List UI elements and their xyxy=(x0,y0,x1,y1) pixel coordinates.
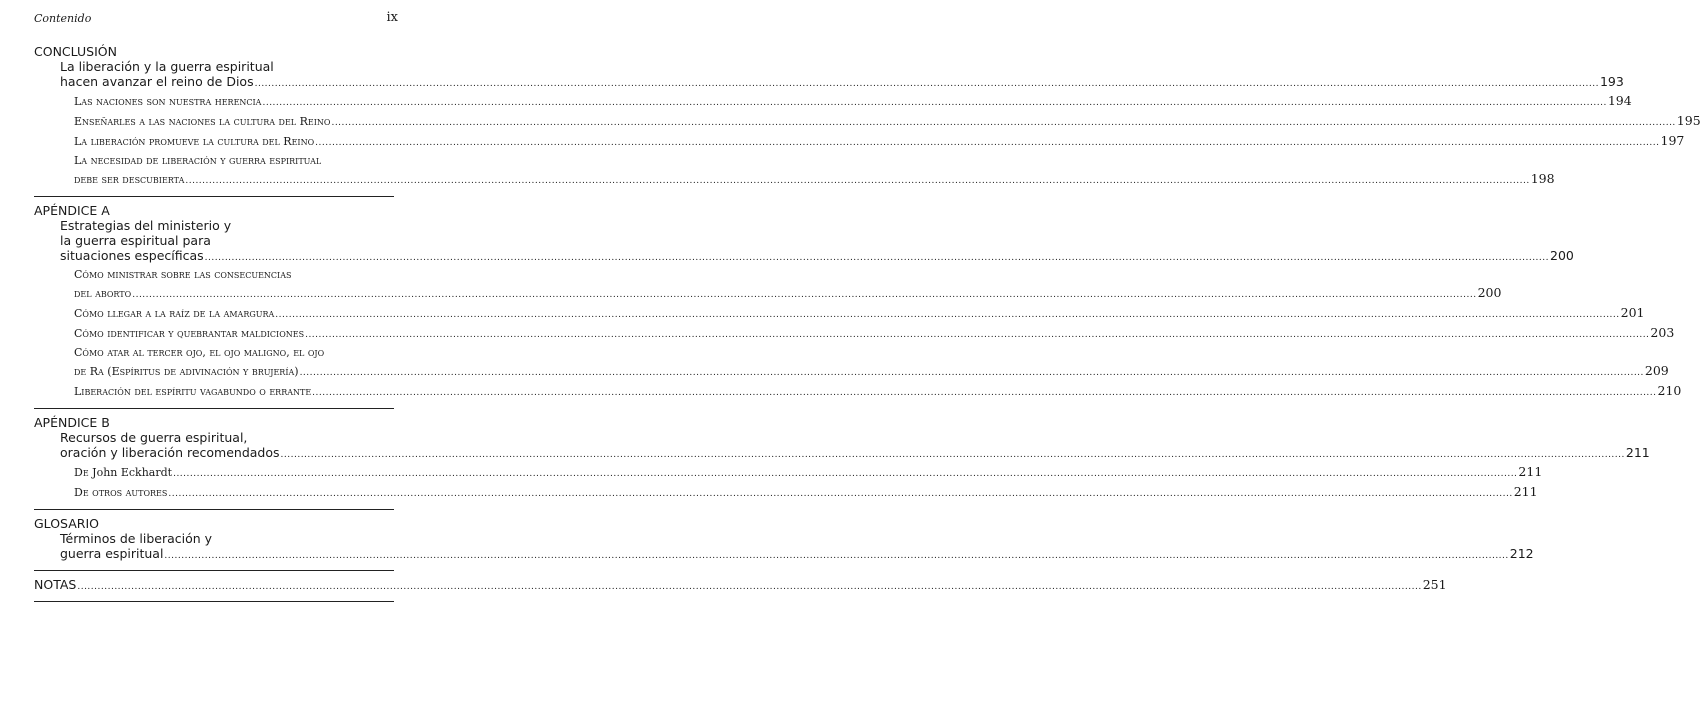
entry-page: 203 xyxy=(1650,325,1675,340)
dot-leader: ................................................................................................................................................................................................................................................................................................................................................................................................................ xyxy=(204,253,1549,263)
dot-leader: ................................................................................................................................................................................................................................................................................................................................................................................................................ xyxy=(275,310,1620,320)
running-header-title: Contenido xyxy=(34,12,92,25)
dot-leader: ................................................................................................................................................................................................................................................................................................................................................................................................................ xyxy=(254,79,1599,89)
entry-page: 211 xyxy=(1513,484,1538,499)
entry-title: De John Eckhardt xyxy=(74,466,173,479)
entry-title: oración y liberación recomendados xyxy=(60,445,280,460)
entry-page: 212 xyxy=(1509,546,1534,561)
entry-title: Cómo identificar y quebrantar maldiciones xyxy=(74,327,305,340)
section-title: GLOSARIO xyxy=(34,516,99,531)
subtitle-line: Términos de liberación y xyxy=(60,531,213,546)
subentry-row[interactable] xyxy=(74,483,1538,503)
divider-rule xyxy=(34,601,394,602)
entry-page: 194 xyxy=(1607,93,1632,108)
author-name: John Eckhardt xyxy=(92,466,173,479)
dot-leader: ................................................................................................................................................................................................................................................................................................................................................................................................................ xyxy=(173,469,1518,479)
entry-title: Cómo llegar a la raíz de la amargura xyxy=(74,307,275,320)
subentry-row[interactable] xyxy=(74,132,1685,152)
toc-subentry xyxy=(34,463,1543,483)
entry-page: 211 xyxy=(1625,445,1650,460)
toc-subentry xyxy=(34,304,1645,324)
entry-page: 197 xyxy=(1660,133,1685,148)
entry-title: hacen avanzar el reino de Dios xyxy=(60,74,254,89)
subentry-line: Cómo atar al tercer ojo, el ojo maligno, el ojo xyxy=(74,346,325,359)
section-entry-row[interactable] xyxy=(60,248,1574,266)
entry-title: Liberación del espíritu vagabundo o errante xyxy=(74,385,312,398)
dot-leader: ................................................................................................................................................................................................................................................................................................................................................................................................................ xyxy=(262,98,1607,108)
subentry-row[interactable] xyxy=(74,170,1555,190)
subentry-row[interactable] xyxy=(74,382,1682,402)
dot-leader: ................................................................................................................................................................................................................................................................................................................................................................................................................ xyxy=(280,450,1625,460)
subentry-row[interactable] xyxy=(74,463,1543,483)
entry-page: 251 xyxy=(1422,577,1447,592)
toc-subentry xyxy=(34,266,1502,304)
section-title: APÉNDICE B xyxy=(34,415,110,430)
section-entry-row[interactable] xyxy=(60,445,1650,463)
page-number: ix xyxy=(386,10,398,25)
section-subtitle xyxy=(34,59,1624,92)
toc-subentry xyxy=(34,382,1682,402)
subentry-row[interactable] xyxy=(74,324,1675,344)
toc-subentry xyxy=(34,344,1669,382)
divider-rule xyxy=(34,570,394,571)
dot-leader: ................................................................................................................................................................................................................................................................................................................................................................................................................ xyxy=(132,290,1477,300)
entry-title: debe ser descubierta xyxy=(74,173,185,186)
toc-section xyxy=(34,415,1650,503)
entry-page: 200 xyxy=(1477,285,1502,300)
section-entry-row[interactable] xyxy=(60,546,1534,564)
entry-title: NOTAS xyxy=(34,577,77,592)
entry-page: 211 xyxy=(1518,464,1543,479)
entry-page: 210 xyxy=(1657,383,1682,398)
entry-title: del aborto xyxy=(74,287,132,300)
section-title: CONCLUSIÓN xyxy=(34,44,117,59)
entry-page: 193 xyxy=(1599,74,1624,89)
dot-leader: ................................................................................................................................................................................................................................................................................................................................................................................................................ xyxy=(168,489,1513,499)
entry-page: 198 xyxy=(1530,171,1555,186)
toc-subentry xyxy=(34,152,1555,190)
table-of-contents xyxy=(34,44,1701,608)
subentry-line: Cómo ministrar sobre las consecuencias xyxy=(74,268,292,281)
dot-leader: ................................................................................................................................................................................................................................................................................................................................................................................................................ xyxy=(164,551,1509,561)
section-title: APÉNDICE A xyxy=(34,203,110,218)
subtitle-line: la guerra espiritual para xyxy=(60,233,211,248)
subtitle-line: Recursos de guerra espiritual, xyxy=(60,430,248,445)
subtitle-line: La liberación y la guerra espiritual xyxy=(60,59,274,74)
notes-row[interactable] xyxy=(34,577,1447,595)
subentry-row[interactable] xyxy=(74,284,1502,304)
subentry-row[interactable] xyxy=(74,362,1669,382)
section-subtitle xyxy=(34,531,1534,564)
divider-rule xyxy=(34,408,394,409)
subentry-row[interactable] xyxy=(74,92,1632,112)
subtitle-line: Estrategias del ministerio y xyxy=(60,218,232,233)
entry-title: situaciones específicas xyxy=(60,248,204,263)
entry-page: 201 xyxy=(1620,305,1645,320)
dot-leader: ................................................................................................................................................................................................................................................................................................................................................................................................................ xyxy=(185,176,1530,186)
subentry-row[interactable] xyxy=(74,304,1645,324)
toc-subentry xyxy=(34,112,1701,132)
entry-title: Las naciones son nuestra herencia xyxy=(74,95,262,108)
entry-title: La liberación promueve la cultura del Reino xyxy=(74,135,315,148)
entry-title: guerra espiritual xyxy=(60,546,164,561)
subentry-line: La necesidad de liberación y guerra espiritual xyxy=(74,154,322,167)
entry-title: de Ra (Espíritus de adivinación y brujería) xyxy=(74,365,299,378)
dot-leader: ................................................................................................................................................................................................................................................................................................................................................................................................................ xyxy=(315,138,1660,148)
section-subtitle xyxy=(34,430,1650,463)
toc-section xyxy=(34,203,1682,402)
dot-leader: ................................................................................................................................................................................................................................................................................................................................................................................................................ xyxy=(77,582,1422,592)
toc-subentry xyxy=(34,324,1675,344)
toc-section xyxy=(34,44,1701,190)
section-entry-row[interactable] xyxy=(60,74,1624,92)
toc-subentry xyxy=(34,483,1538,503)
dot-leader: ................................................................................................................................................................................................................................................................................................................................................................................................................ xyxy=(312,388,1657,398)
divider-rule xyxy=(34,196,394,197)
divider-rule xyxy=(34,509,394,510)
entry-title: Enseñarles a las naciones la cultura del Reino xyxy=(74,115,331,128)
dot-leader: ................................................................................................................................................................................................................................................................................................................................................................................................................ xyxy=(299,368,1644,378)
toc-subentry xyxy=(34,132,1685,152)
toc-subentry xyxy=(34,92,1632,112)
entry-title: De otros autores xyxy=(74,486,168,499)
entry-page: 200 xyxy=(1550,248,1574,263)
notes-section xyxy=(34,577,1447,595)
section-subtitle xyxy=(34,218,1574,266)
entry-page: 209 xyxy=(1644,363,1669,378)
dot-leader: ................................................................................................................................................................................................................................................................................................................................................................................................................ xyxy=(305,330,1650,340)
subentry-row[interactable] xyxy=(74,112,1701,132)
dot-leader: ................................................................................................................................................................................................................................................................................................................................................................................................................ xyxy=(331,118,1676,128)
toc-section xyxy=(34,516,1534,564)
entry-page: 195 xyxy=(1676,113,1701,128)
